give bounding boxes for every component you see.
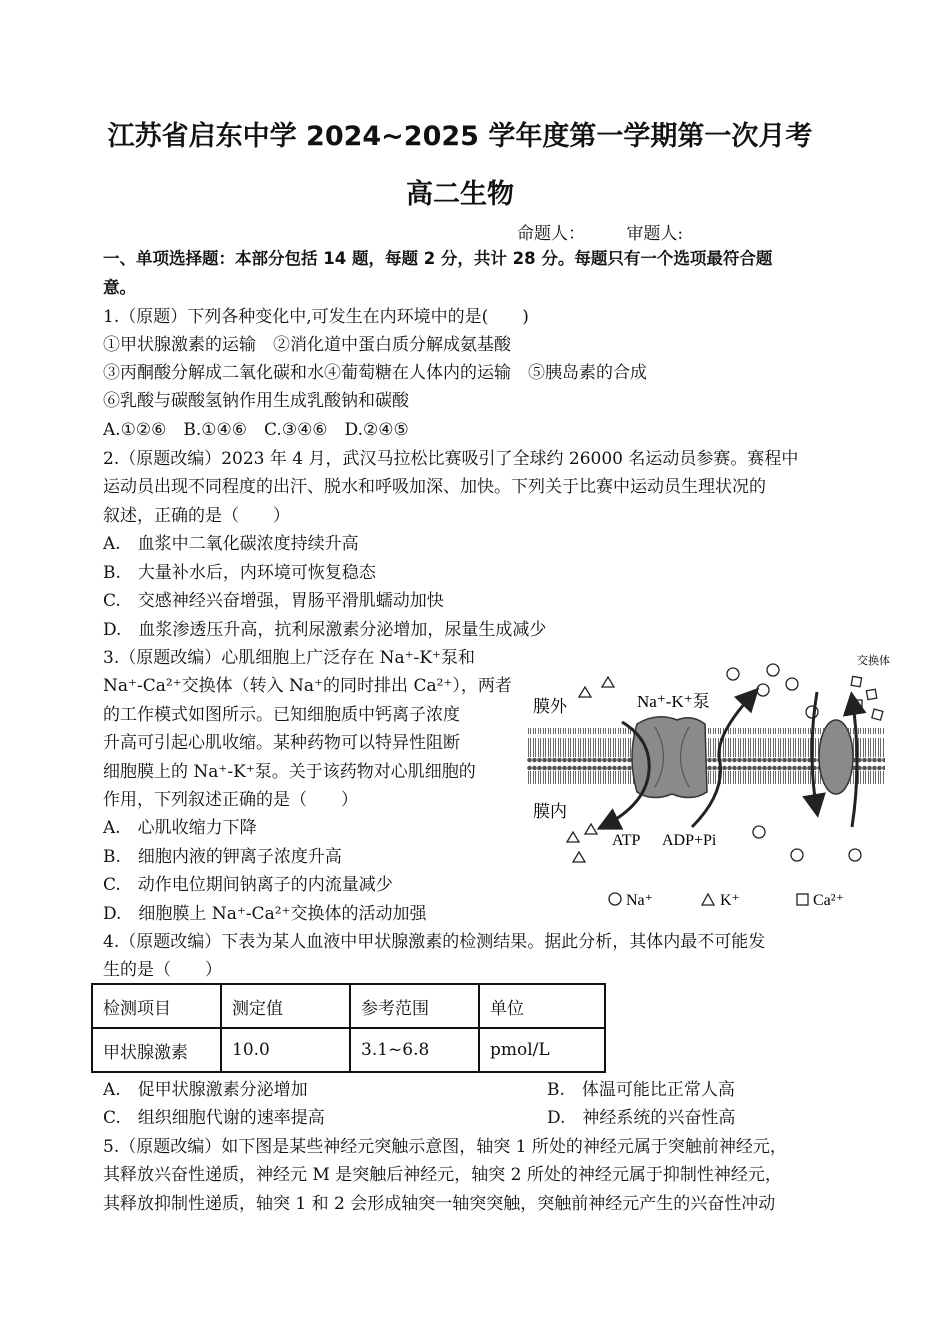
result-table xyxy=(91,983,606,1073)
q3-stem-4: 升高可引起心肌收缩。某种药物可以特异性阻断 xyxy=(103,733,460,753)
legend-k: K⁺ xyxy=(720,892,740,909)
table-cell: 10.0 xyxy=(221,1028,350,1072)
section-heading: 一、单项选择题：本部分包括 14 题，每题 2 分，共计 28 分。每题只有一个选项最符合题 xyxy=(103,249,773,268)
section-heading-cont: 意。 xyxy=(103,278,136,297)
q2-option-a: A. 血浆中二氧化碳浓度持续升高 xyxy=(103,534,359,554)
q4-stem-2: 生的是（ ） xyxy=(103,960,222,980)
legend-ca-icon xyxy=(797,894,808,905)
q1-items-2: ③丙酮酸分解成二氧化碳和水④葡萄糖在人体内的运输 ⑤胰岛素的合成 xyxy=(103,363,647,383)
q5-stem-2: 其释放兴奋性递质，神经元 M 是突触后神经元，轴突 2 所处的神经元属于抑制性神经元， xyxy=(103,1165,782,1185)
q3-option-a: A. 心肌收缩力下降 xyxy=(103,818,257,838)
na-ca-exchanger-protein xyxy=(819,720,853,794)
q2-option-d: D. 血浆渗透压升高，抗利尿激素分泌增加，尿量生成减少 xyxy=(103,620,547,640)
q3-stem-3: 的工作模式如图所示。已知细胞质中钙离子浓度 xyxy=(103,705,460,725)
q3-option-b: B. 细胞内液的钾离子浓度升高 xyxy=(103,847,342,867)
pump-label: Na⁺-K⁺泵 xyxy=(637,692,710,711)
table-header-row xyxy=(92,984,605,1028)
q3-option-c: C. 动作电位期间钠离子的内流量减少 xyxy=(103,875,393,895)
q3-stem-2: Na⁺-Ca²⁺交换体（转入 Na⁺的同时排出 Ca²⁺），两者 xyxy=(103,676,512,696)
q3-stem-1: 3.（原题改编）心肌细胞上广泛存在 Na⁺-K⁺泵和 xyxy=(103,648,476,668)
q5-stem-1: 5.（原题改编）如下图是某些神经元突触示意图，轴突 1 所处的神经元属于突触前神经元， xyxy=(103,1137,787,1157)
q4-option-c: C. 组织细胞代谢的速率提高 xyxy=(103,1108,325,1128)
exchanger-label: 交换体 xyxy=(857,655,890,667)
author-line xyxy=(517,219,719,244)
author-label: 命题人： xyxy=(517,224,585,244)
atp-label: ATP xyxy=(612,832,641,849)
inside-label: 膜内 xyxy=(533,802,567,821)
q3-option-d: D. 细胞膜上 Na⁺-Ca²⁺交换体的活动加强 xyxy=(103,904,427,924)
q1-stem: 1.（原题）下列各种变化中,可发生在内环境中的是( ) xyxy=(103,307,529,327)
table-header: 单位 xyxy=(479,984,605,1028)
q4-option-d: D. 神经系统的兴奋性高 xyxy=(547,1108,736,1128)
na-k-pump-protein xyxy=(632,717,707,798)
adp-label: ADP+Pi xyxy=(662,832,717,849)
q1-options: A.①②⑥ B.①④⑥ C.③④⑥ D.②④⑤ xyxy=(103,420,409,440)
table-cell: 甲状腺激素 xyxy=(92,1028,221,1072)
exam-subject: 高二生物 xyxy=(406,179,514,210)
table-header: 测定值 xyxy=(221,984,350,1028)
q1-items-3: ⑥乳酸与碳酸氢钠作用生成乳酸钠和碳酸 xyxy=(103,391,409,411)
q4-stem-1: 4.（原题改编）下表为某人血液中甲状腺激素的检测结果。据此分析，其体内最不可能发 xyxy=(103,932,766,952)
legend-ca: Ca²⁺ xyxy=(813,892,845,909)
q2-stem-2: 运动员出现不同程度的出汗、脱水和呼吸加深、加快。下列关于比赛中运动员生理状况的 xyxy=(103,477,766,497)
exam-title: 江苏省启东中学 2024~2025 学年度第一学期第一次月考 xyxy=(107,121,813,152)
q3-stem-6: 作用，下列叙述正确的是（ ） xyxy=(103,790,358,810)
table-header: 检测项目 xyxy=(92,984,221,1028)
table-cell: 3.1~6.8 xyxy=(350,1028,479,1072)
q4-option-a: A. 促甲状腺激素分泌增加 xyxy=(103,1080,308,1100)
table-header: 参考范围 xyxy=(350,984,479,1028)
legend-na-icon xyxy=(609,893,621,905)
table-cell: pmol/L xyxy=(479,1028,605,1072)
q2-stem-1: 2.（原题改编）2023 年 4 月，武汉马拉松比赛吸引了全球约 26000 名运动员参赛。赛程中 xyxy=(103,449,799,469)
q5-stem-3: 其释放抑制性递质，轴突 1 和 2 会形成轴突一轴突突触，突触前神经元产生的兴奋性冲动 xyxy=(103,1194,776,1214)
q2-stem-3: 叙述，正确的是（ ） xyxy=(103,506,290,526)
q4-option-b: B. 体温可能比正常人高 xyxy=(547,1080,735,1100)
q2-option-c: C. 交感神经兴奋增强，胃肠平滑肌蠕动加快 xyxy=(103,591,444,611)
table-row xyxy=(92,1028,605,1072)
membrane-transport-figure xyxy=(527,652,897,922)
q3-stem-5: 细胞膜上的 Na⁺-K⁺泵。关于该药物对心肌细胞的 xyxy=(103,762,476,782)
q2-option-b: B. 大量补水后，内环境可恢复稳态 xyxy=(103,563,376,583)
legend-na: Na⁺ xyxy=(626,892,654,909)
legend-k-icon xyxy=(702,894,714,905)
outside-label: 膜外 xyxy=(533,697,567,716)
reviewer-label: 审题人: xyxy=(626,224,684,244)
q1-items-1: ①甲状腺激素的运输 ②消化道中蛋白质分解成氨基酸 xyxy=(103,335,511,355)
